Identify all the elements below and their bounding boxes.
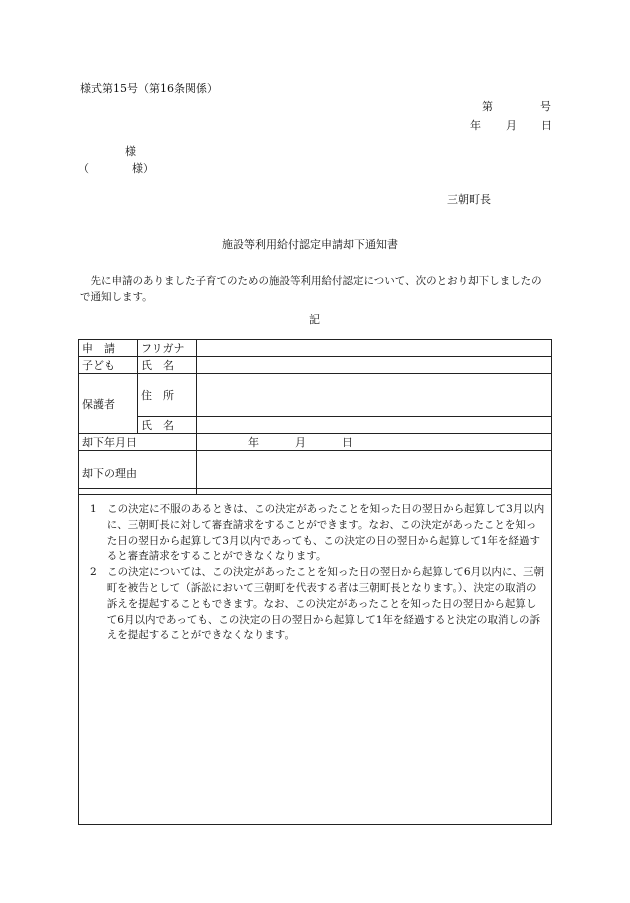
rejection-date-value[interactable] <box>197 434 552 451</box>
ki-label: 記 <box>309 313 320 326</box>
child-name-label-cell <box>138 357 197 374</box>
address-label: 住 所 <box>141 389 174 402</box>
applicant-label-1: 申 請 <box>82 342 115 355</box>
guardian-name-value[interactable] <box>197 417 552 434</box>
rejection-date-nen: 年 <box>248 436 259 449</box>
guardian-label: 保護者 <box>82 397 115 411</box>
rejection-date-hi: 日 <box>342 436 353 449</box>
date-nen: 年 <box>470 119 481 132</box>
guardian-name-label: 氏 名 <box>141 419 174 432</box>
applicant-label-2-cell <box>79 357 138 374</box>
applicant-label-1-cell <box>79 340 138 357</box>
child-name-label: 氏 名 <box>141 359 174 372</box>
guardian-name-label-cell <box>138 417 197 434</box>
address-label-cell <box>138 374 197 417</box>
rejection-date-label: 却下年月日 <box>82 436 137 449</box>
body-text: 先に申請のありました子育てのための施設等利用給付認定について、次のとおり却下しましたので通知します。 <box>80 275 542 303</box>
recipient-paren-open: （ <box>78 162 89 175</box>
recipient-paren-sama: 様） <box>132 162 154 175</box>
address-value[interactable] <box>197 374 552 417</box>
notes <box>90 502 545 644</box>
furigana-value[interactable] <box>197 340 552 357</box>
rejection-date-tsuki: 月 <box>295 436 306 449</box>
number-go: 号 <box>540 100 551 113</box>
child-name-value[interactable] <box>197 357 552 374</box>
issuer: 三朝町長 <box>447 193 491 206</box>
applicant-label-2: 子ども <box>82 359 115 372</box>
form-number: 様式第15号（第16条関係） <box>80 82 218 95</box>
note-2: 2 この決定については、この決定があったことを知った日の翌日から起算して6月以内に、三朝町を被告として（訴訟において三朝町を代表する者は三朝町長となります。）、決定の取消の訴えを提起することもできます。なお、この決定があったことを知った日の翌日から起算して6月以内であっても、この決定の日の翌日から起算して1年を経過すると決定の取消しの訴えを提起することができなくなります。 <box>90 566 545 642</box>
document-title: 施設等利用給付認定申請却下通知書 <box>222 238 398 251</box>
note-1: 1 この決定に不服のあるときは、この決定があったことを知った日の翌日から起算して3月以内に、三朝町長に対して審査請求をすることができます。なお、この決定があったことを知った日の翌日から起算して3月以内であっても、この決定の日の翌日から起算して1年を経過すると審査請求をすることができなくなります。 <box>90 503 545 563</box>
info-table <box>78 339 552 495</box>
number-dai: 第 <box>482 100 493 113</box>
recipient-sama: 様 <box>125 145 136 158</box>
date-tsuki: 月 <box>506 119 517 132</box>
furigana-label-cell <box>138 340 197 357</box>
rejection-date-label-cell <box>79 434 197 451</box>
date-hi: 日 <box>541 119 552 132</box>
furigana-label: フリガナ <box>141 342 185 355</box>
rejection-reason-label: 却下の理由 <box>82 466 137 480</box>
guardian-label-cell <box>79 374 138 434</box>
